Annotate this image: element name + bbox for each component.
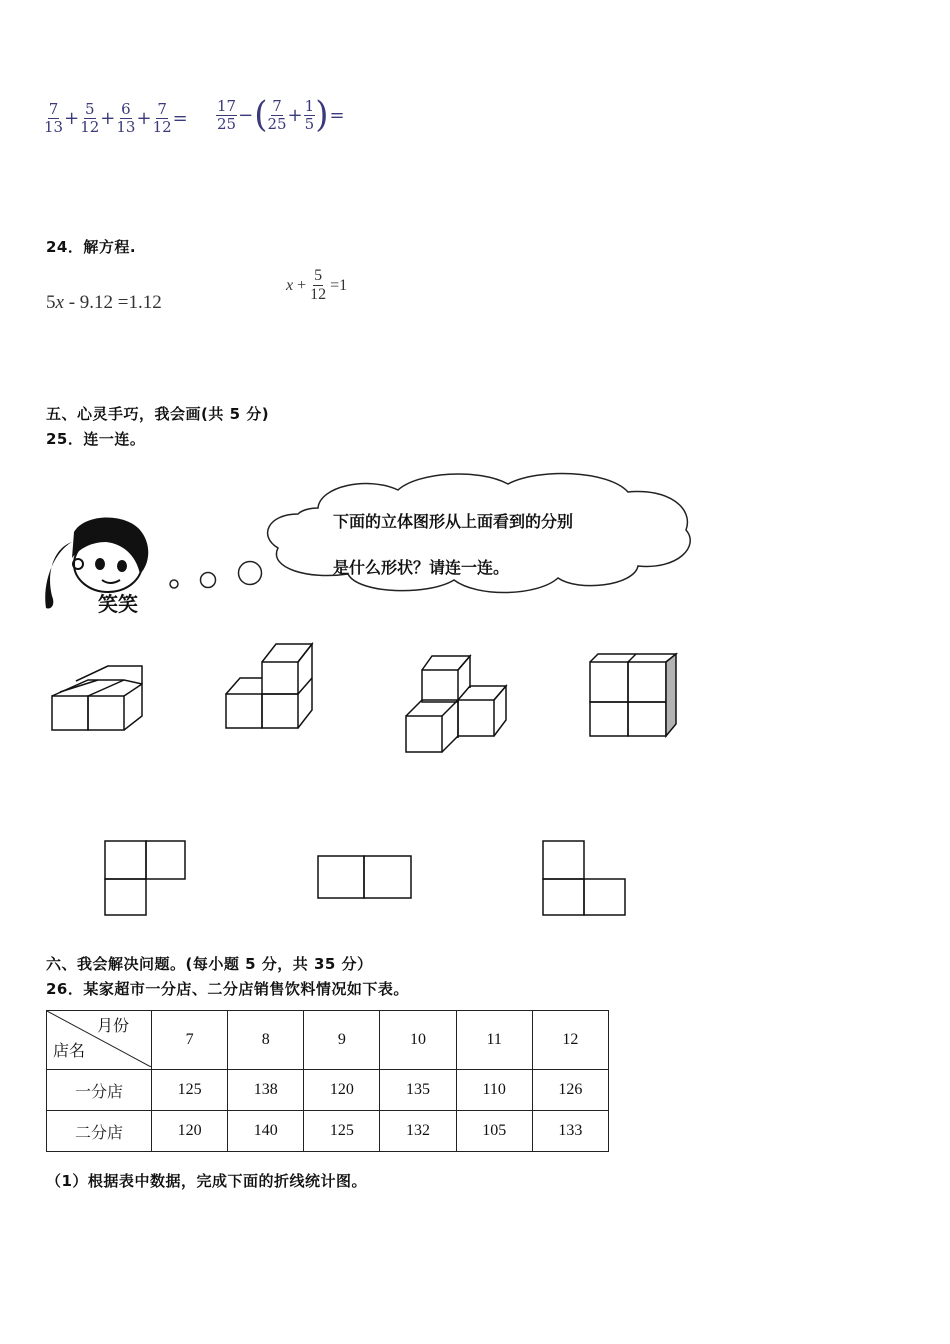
subquestion-1: （1）根据表中数据，完成下面的折线统计图。 bbox=[46, 1172, 367, 1190]
month-header: 12 bbox=[532, 1011, 608, 1070]
table-cell: 138 bbox=[228, 1070, 304, 1111]
section-5-title: 五、心灵手巧，我会画(共 5 分) bbox=[46, 405, 270, 423]
table-corner-cell bbox=[47, 1011, 152, 1070]
month-header: 8 bbox=[228, 1011, 304, 1070]
question-24-label: 24．解方程. bbox=[46, 238, 137, 256]
section-6-title: 六、我会解决问题。(每小题 5 分，共 35 分） bbox=[46, 955, 373, 973]
table-cell: 120 bbox=[152, 1111, 228, 1152]
sales-table bbox=[46, 1010, 609, 1152]
table-cell: 133 bbox=[532, 1111, 608, 1152]
fraction: $\frac{1}{5}$ bbox=[304, 96, 315, 133]
table-row bbox=[47, 1111, 609, 1152]
cloud-text-line-2: 是什么形状？请连一连。 bbox=[333, 558, 510, 577]
month-header: 9 bbox=[304, 1011, 380, 1070]
question-26-label: 26．某家超市一分店、二分店销售饮料情况如下表。 bbox=[46, 980, 409, 998]
top-view-shape-1[interactable] bbox=[100, 838, 192, 920]
fraction: $\frac{7}{25}$ bbox=[267, 96, 287, 133]
table-row bbox=[47, 1070, 609, 1111]
right-paren: ) bbox=[315, 94, 329, 136]
store-name: 一分店 bbox=[47, 1070, 152, 1111]
table-cell: 120 bbox=[304, 1070, 380, 1111]
solid-figure-1[interactable] bbox=[48, 660, 148, 735]
speech-cloud bbox=[258, 468, 698, 608]
solid-figure-3[interactable] bbox=[402, 648, 512, 760]
left-paren: ( bbox=[254, 94, 268, 136]
month-header: 11 bbox=[456, 1011, 532, 1070]
store-name: 二分店 bbox=[47, 1111, 152, 1152]
table-cell: 125 bbox=[304, 1111, 380, 1152]
month-header: 7 bbox=[152, 1011, 228, 1070]
corner-store-label: 店名 bbox=[53, 1041, 86, 1060]
table-cell: 126 bbox=[532, 1070, 608, 1111]
top-view-shape-2[interactable] bbox=[314, 852, 418, 904]
fraction: $\frac{5}{12}$ bbox=[310, 267, 327, 303]
month-header: 10 bbox=[380, 1011, 456, 1070]
solid-figure-4[interactable] bbox=[586, 650, 686, 740]
thought-bubble-dots bbox=[165, 556, 265, 596]
girl-name-label: 笑笑 bbox=[98, 592, 138, 616]
table-cell: 140 bbox=[228, 1111, 304, 1152]
cloud-text-line-1: 下面的立体图形从上面看到的分别 bbox=[333, 512, 574, 531]
question-25-label: 25．连一连。 bbox=[46, 430, 146, 448]
fraction: $\frac{6}{13}$ bbox=[116, 100, 136, 136]
solid-figure-2[interactable] bbox=[222, 640, 322, 735]
fraction: $\frac{5}{12}$ bbox=[80, 100, 100, 136]
table-cell: 105 bbox=[456, 1111, 532, 1152]
calc-expression-2: $\frac{17}{25}$ − ( $\frac{7}{25}$ + $\frac{1}{5}$ ) = bbox=[217, 94, 345, 136]
table-cell: 132 bbox=[380, 1111, 456, 1152]
fraction: $\frac{7}{13}$ bbox=[44, 100, 64, 136]
fraction: $\frac{17}{25}$ bbox=[217, 96, 237, 133]
table-header-row bbox=[47, 1011, 609, 1070]
calc-expression-1: $\frac{7}{13}$ + $\frac{5}{12}$ + $\frac{6}{13}$ + $\frac{7}{12}$ = bbox=[44, 100, 188, 136]
table-cell: 125 bbox=[152, 1070, 228, 1111]
table-cell: 110 bbox=[456, 1070, 532, 1111]
equation-2: x + $\frac{5}{12}$ =1 bbox=[286, 267, 348, 303]
fraction: $\frac{7}{12}$ bbox=[152, 100, 172, 136]
corner-month-label: 月份 bbox=[96, 1016, 129, 1035]
top-view-shape-3[interactable] bbox=[538, 838, 630, 920]
equation-1: 5 x - 9.12 =1.12 bbox=[46, 292, 162, 313]
table-cell: 135 bbox=[380, 1070, 456, 1111]
